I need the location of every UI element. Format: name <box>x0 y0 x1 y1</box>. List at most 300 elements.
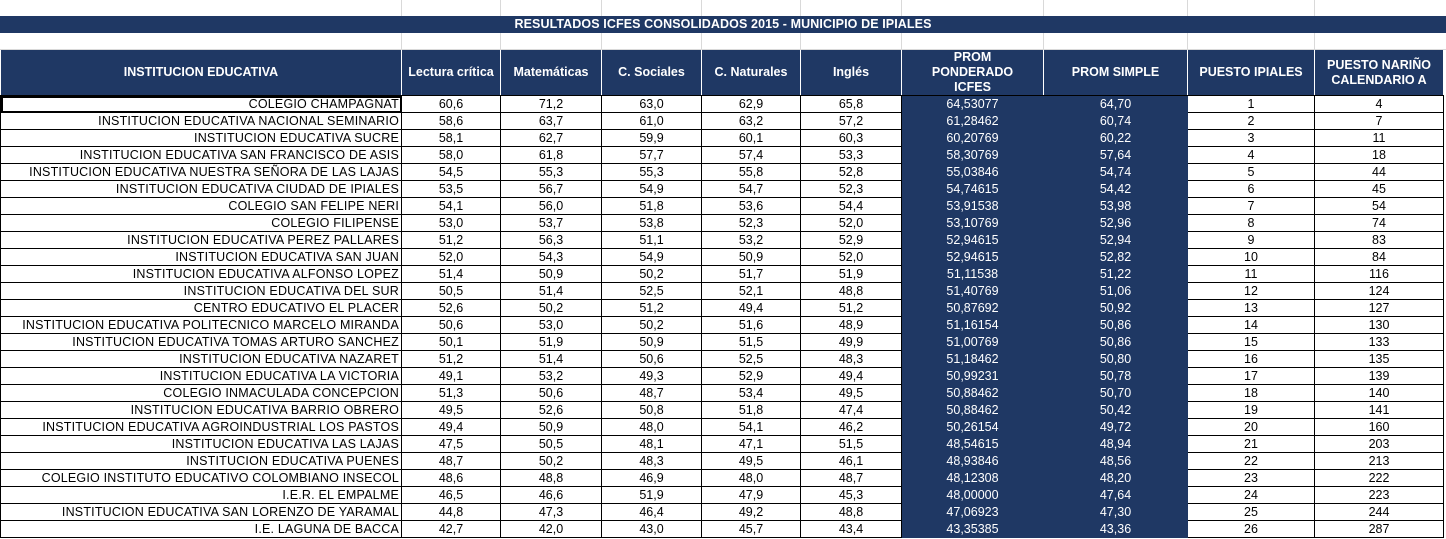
naturales-cell[interactable]: 51,8 <box>702 402 801 419</box>
ingles-cell[interactable]: 52,9 <box>801 232 902 249</box>
puesto-narino-cell[interactable]: 141 <box>1315 402 1444 419</box>
ingles-cell[interactable]: 65,8 <box>801 96 902 113</box>
ingles-cell[interactable]: 48,9 <box>801 317 902 334</box>
prom-simple-cell[interactable]: 50,78 <box>1044 368 1188 385</box>
puesto-ipiales-cell[interactable]: 14 <box>1188 317 1315 334</box>
matematicas-cell[interactable]: 54,3 <box>501 249 602 266</box>
ingles-cell[interactable]: 52,0 <box>801 249 902 266</box>
header-naturales[interactable]: C. Naturales <box>702 50 801 96</box>
institution-name-cell[interactable]: INSTITUCION EDUCATIVA LAS LAJAS <box>1 436 402 453</box>
ingles-cell[interactable]: 52,3 <box>801 181 902 198</box>
lectura-cell[interactable]: 53,0 <box>402 215 501 232</box>
ingles-cell[interactable]: 46,1 <box>801 453 902 470</box>
lectura-cell[interactable]: 47,5 <box>402 436 501 453</box>
lectura-cell[interactable]: 51,2 <box>402 232 501 249</box>
prom-simple-cell[interactable]: 51,06 <box>1044 283 1188 300</box>
puesto-ipiales-cell[interactable]: 26 <box>1188 521 1315 538</box>
table-row <box>1 300 1444 317</box>
prom-simple-cell[interactable]: 52,94 <box>1044 232 1188 249</box>
naturales-cell[interactable]: 49,5 <box>702 453 801 470</box>
puesto-narino-cell[interactable]: 124 <box>1315 283 1444 300</box>
puesto-ipiales-cell[interactable]: 18 <box>1188 385 1315 402</box>
ingles-cell[interactable]: 46,2 <box>801 419 902 436</box>
ingles-cell[interactable]: 53,3 <box>801 147 902 164</box>
puesto-ipiales-cell[interactable]: 15 <box>1188 334 1315 351</box>
prom-ponderado-cell[interactable]: 53,91538 <box>902 198 1044 215</box>
ingles-cell[interactable]: 49,4 <box>801 368 902 385</box>
prom-ponderado-cell[interactable]: 48,54615 <box>902 436 1044 453</box>
sociales-cell[interactable]: 46,9 <box>602 470 702 487</box>
table-row <box>1 113 1444 130</box>
table-row <box>1 266 1444 283</box>
prom-ponderado-cell[interactable]: 51,00769 <box>902 334 1044 351</box>
institution-name-cell[interactable]: INSTITUCION EDUCATIVA SAN JUAN <box>1 249 402 266</box>
puesto-ipiales-cell[interactable]: 7 <box>1188 198 1315 215</box>
institution-name-cell[interactable]: CENTRO EDUCATIVO EL PLACER <box>1 300 402 317</box>
puesto-narino-cell[interactable]: 127 <box>1315 300 1444 317</box>
puesto-narino-cell[interactable]: 160 <box>1315 419 1444 436</box>
matematicas-cell[interactable]: 50,5 <box>501 436 602 453</box>
ingles-cell[interactable]: 48,7 <box>801 470 902 487</box>
table-row <box>1 521 1444 538</box>
puesto-ipiales-cell[interactable]: 21 <box>1188 436 1315 453</box>
prom-ponderado-cell[interactable]: 48,93846 <box>902 453 1044 470</box>
institution-name-cell[interactable]: INSTITUCION EDUCATIVA PUENES <box>1 453 402 470</box>
puesto-ipiales-cell[interactable]: 6 <box>1188 181 1315 198</box>
header-ingles[interactable]: Inglés <box>801 50 902 96</box>
prom-ponderado-cell[interactable]: 50,26154 <box>902 419 1044 436</box>
puesto-narino-cell[interactable]: 18 <box>1315 147 1444 164</box>
puesto-narino-cell[interactable]: 83 <box>1315 232 1444 249</box>
table-row <box>1 453 1444 470</box>
ingles-cell[interactable]: 49,5 <box>801 385 902 402</box>
prom-simple-cell[interactable]: 50,80 <box>1044 351 1188 368</box>
sheet-title[interactable]: RESULTADOS ICFES CONSOLIDADOS 2015 - MUNICIPIO DE IPIALES <box>0 16 1446 33</box>
prom-simple-cell[interactable]: 54,74 <box>1044 164 1188 181</box>
results-table <box>0 50 1444 538</box>
matematicas-cell[interactable]: 61,8 <box>501 147 602 164</box>
ingles-cell[interactable]: 51,5 <box>801 436 902 453</box>
table-row <box>1 215 1444 232</box>
prom-ponderado-cell[interactable]: 55,03846 <box>902 164 1044 181</box>
matematicas-cell[interactable]: 50,2 <box>501 300 602 317</box>
institution-name-cell[interactable]: INSTITUCION EDUCATIVA NAZARET <box>1 351 402 368</box>
naturales-cell[interactable]: 53,4 <box>702 385 801 402</box>
sociales-cell[interactable]: 51,1 <box>602 232 702 249</box>
prom-simple-cell[interactable]: 50,86 <box>1044 334 1188 351</box>
prom-ponderado-cell[interactable]: 47,06923 <box>902 504 1044 521</box>
puesto-ipiales-cell[interactable]: 25 <box>1188 504 1315 521</box>
naturales-cell[interactable]: 60,1 <box>702 130 801 147</box>
institution-name-cell[interactable]: INSTITUCION EDUCATIVA CIUDAD DE IPIALES <box>1 181 402 198</box>
naturales-cell[interactable]: 53,6 <box>702 198 801 215</box>
institution-name-cell[interactable]: INSTITUCION EDUCATIVA TOMAS ARTURO SANCHEZ <box>1 334 402 351</box>
puesto-ipiales-cell[interactable]: 13 <box>1188 300 1315 317</box>
institution-name-cell[interactable]: INSTITUCION EDUCATIVA NUESTRA SEÑORA DE LAS LAJAS <box>1 164 402 181</box>
naturales-cell[interactable]: 47,1 <box>702 436 801 453</box>
naturales-cell[interactable]: 51,6 <box>702 317 801 334</box>
naturales-cell[interactable]: 55,8 <box>702 164 801 181</box>
institution-name-cell[interactable]: INSTITUCION EDUCATIVA SAN LORENZO DE YARAMAL <box>1 504 402 521</box>
institution-name-cell[interactable]: INSTITUCION EDUCATIVA AGROINDUSTRIAL LOS PASTOS <box>1 419 402 436</box>
header-prom-ponderado[interactable]: PROM PONDERADO ICFES <box>902 50 1044 96</box>
lectura-cell[interactable]: 58,6 <box>402 113 501 130</box>
header-row <box>1 50 1444 96</box>
lectura-cell[interactable]: 52,0 <box>402 249 501 266</box>
prom-simple-cell[interactable]: 60,22 <box>1044 130 1188 147</box>
matematicas-cell[interactable]: 51,9 <box>501 334 602 351</box>
lectura-cell[interactable]: 58,1 <box>402 130 501 147</box>
matematicas-cell[interactable]: 53,0 <box>501 317 602 334</box>
ingles-cell[interactable]: 49,9 <box>801 334 902 351</box>
lectura-cell[interactable]: 50,5 <box>402 283 501 300</box>
prom-ponderado-cell[interactable]: 50,87692 <box>902 300 1044 317</box>
matematicas-cell[interactable]: 56,0 <box>501 198 602 215</box>
prom-ponderado-cell[interactable]: 50,99231 <box>902 368 1044 385</box>
ingles-cell[interactable]: 52,8 <box>801 164 902 181</box>
lectura-cell[interactable]: 54,5 <box>402 164 501 181</box>
institution-name-cell[interactable]: COLEGIO CHAMPAGNAT <box>1 96 402 113</box>
ingles-cell[interactable]: 51,9 <box>801 266 902 283</box>
naturales-cell[interactable]: 52,1 <box>702 283 801 300</box>
ingles-cell[interactable]: 43,4 <box>801 521 902 538</box>
lectura-cell[interactable]: 53,5 <box>402 181 501 198</box>
table-row <box>1 96 1444 113</box>
prom-ponderado-cell[interactable]: 64,53077 <box>902 96 1044 113</box>
puesto-ipiales-cell[interactable]: 11 <box>1188 266 1315 283</box>
sociales-cell[interactable]: 48,3 <box>602 453 702 470</box>
matematicas-cell[interactable]: 62,7 <box>501 130 602 147</box>
puesto-narino-cell[interactable]: 133 <box>1315 334 1444 351</box>
ingles-cell[interactable]: 60,3 <box>801 130 902 147</box>
puesto-narino-cell[interactable]: 45 <box>1315 181 1444 198</box>
sociales-cell[interactable]: 55,3 <box>602 164 702 181</box>
matematicas-cell[interactable]: 55,3 <box>501 164 602 181</box>
puesto-narino-cell[interactable]: 116 <box>1315 266 1444 283</box>
sociales-cell[interactable]: 48,1 <box>602 436 702 453</box>
table-row <box>1 487 1444 504</box>
prom-simple-cell[interactable]: 50,70 <box>1044 385 1188 402</box>
prom-ponderado-cell[interactable]: 48,12308 <box>902 470 1044 487</box>
table-row <box>1 164 1444 181</box>
header-puesto-narino[interactable]: PUESTO NARIÑO CALENDARIO A <box>1315 50 1444 96</box>
institution-name-cell[interactable]: INSTITUCION EDUCATIVA PEREZ PALLARES <box>1 232 402 249</box>
puesto-ipiales-cell[interactable]: 10 <box>1188 249 1315 266</box>
prom-ponderado-cell[interactable]: 53,10769 <box>902 215 1044 232</box>
naturales-cell[interactable]: 48,0 <box>702 470 801 487</box>
ingles-cell[interactable]: 52,0 <box>801 215 902 232</box>
puesto-narino-cell[interactable]: 244 <box>1315 504 1444 521</box>
puesto-narino-cell[interactable]: 140 <box>1315 385 1444 402</box>
lectura-cell[interactable]: 44,8 <box>402 504 501 521</box>
table-row <box>1 368 1444 385</box>
prom-simple-cell[interactable]: 50,42 <box>1044 402 1188 419</box>
prom-simple-cell[interactable]: 48,94 <box>1044 436 1188 453</box>
prom-ponderado-cell[interactable]: 54,74615 <box>902 181 1044 198</box>
institution-name-cell[interactable]: I.E.R. EL EMPALME <box>1 487 402 504</box>
matematicas-cell[interactable]: 52,6 <box>501 402 602 419</box>
sociales-cell[interactable]: 50,6 <box>602 351 702 368</box>
sociales-cell[interactable]: 59,9 <box>602 130 702 147</box>
puesto-narino-cell[interactable]: 44 <box>1315 164 1444 181</box>
prom-simple-cell[interactable]: 48,56 <box>1044 453 1188 470</box>
prom-ponderado-cell[interactable]: 61,28462 <box>902 113 1044 130</box>
puesto-narino-cell[interactable]: 74 <box>1315 215 1444 232</box>
ingles-cell[interactable]: 51,2 <box>801 300 902 317</box>
prom-ponderado-cell[interactable]: 58,30769 <box>902 147 1044 164</box>
table-row <box>1 249 1444 266</box>
institution-name-cell[interactable]: INSTITUCION EDUCATIVA DEL SUR <box>1 283 402 300</box>
puesto-ipiales-cell[interactable]: 12 <box>1188 283 1315 300</box>
puesto-ipiales-cell[interactable]: 4 <box>1188 147 1315 164</box>
lectura-cell[interactable]: 49,1 <box>402 368 501 385</box>
prom-ponderado-cell[interactable]: 48,00000 <box>902 487 1044 504</box>
lectura-cell[interactable]: 42,7 <box>402 521 501 538</box>
prom-simple-cell[interactable]: 48,20 <box>1044 470 1188 487</box>
table-row <box>1 317 1444 334</box>
ingles-cell[interactable]: 48,8 <box>801 283 902 300</box>
prom-simple-cell[interactable]: 57,64 <box>1044 147 1188 164</box>
puesto-ipiales-cell[interactable]: 5 <box>1188 164 1315 181</box>
prom-simple-cell[interactable]: 47,30 <box>1044 504 1188 521</box>
table-row <box>1 198 1444 215</box>
naturales-cell[interactable]: 51,7 <box>702 266 801 283</box>
prom-simple-cell[interactable]: 54,42 <box>1044 181 1188 198</box>
institution-name-cell[interactable]: INSTITUCION EDUCATIVA POLITECNICO MARCELO MIRANDA <box>1 317 402 334</box>
ingles-cell[interactable]: 57,2 <box>801 113 902 130</box>
puesto-narino-cell[interactable]: 203 <box>1315 436 1444 453</box>
lectura-cell[interactable]: 58,0 <box>402 147 501 164</box>
prom-simple-cell[interactable]: 64,70 <box>1044 96 1188 113</box>
naturales-cell[interactable]: 54,7 <box>702 181 801 198</box>
puesto-ipiales-cell[interactable]: 8 <box>1188 215 1315 232</box>
puesto-ipiales-cell[interactable]: 2 <box>1188 113 1315 130</box>
prom-ponderado-cell[interactable]: 51,11538 <box>902 266 1044 283</box>
institution-name-cell[interactable]: INSTITUCION EDUCATIVA SAN FRANCISCO DE ASIS <box>1 147 402 164</box>
naturales-cell[interactable]: 54,1 <box>702 419 801 436</box>
puesto-narino-cell[interactable]: 135 <box>1315 351 1444 368</box>
prom-ponderado-cell[interactable]: 51,18462 <box>902 351 1044 368</box>
sociales-cell[interactable]: 50,9 <box>602 334 702 351</box>
prom-simple-cell[interactable]: 50,92 <box>1044 300 1188 317</box>
prom-simple-cell[interactable]: 52,82 <box>1044 249 1188 266</box>
header-puesto-ipiales[interactable]: PUESTO IPIALES <box>1188 50 1315 96</box>
puesto-ipiales-cell[interactable]: 22 <box>1188 453 1315 470</box>
lectura-cell[interactable]: 46,5 <box>402 487 501 504</box>
sociales-cell[interactable]: 48,0 <box>602 419 702 436</box>
lectura-cell[interactable]: 48,7 <box>402 453 501 470</box>
prom-simple-cell[interactable]: 43,36 <box>1044 521 1188 538</box>
table-row <box>1 385 1444 402</box>
sociales-cell[interactable]: 50,2 <box>602 266 702 283</box>
naturales-cell[interactable]: 51,5 <box>702 334 801 351</box>
naturales-cell[interactable]: 57,4 <box>702 147 801 164</box>
table-row <box>1 283 1444 300</box>
institution-name-cell[interactable]: INSTITUCION EDUCATIVA LA VICTORIA <box>1 368 402 385</box>
puesto-ipiales-cell[interactable]: 20 <box>1188 419 1315 436</box>
matematicas-cell[interactable]: 56,3 <box>501 232 602 249</box>
ingles-cell[interactable]: 48,3 <box>801 351 902 368</box>
naturales-cell[interactable]: 52,3 <box>702 215 801 232</box>
puesto-narino-cell[interactable]: 223 <box>1315 487 1444 504</box>
lectura-cell[interactable]: 49,5 <box>402 402 501 419</box>
sociales-cell[interactable]: 54,9 <box>602 181 702 198</box>
naturales-cell[interactable]: 52,5 <box>702 351 801 368</box>
ingles-cell[interactable]: 54,4 <box>801 198 902 215</box>
lectura-cell[interactable]: 60,6 <box>402 96 501 113</box>
naturales-cell[interactable]: 52,9 <box>702 368 801 385</box>
naturales-cell[interactable]: 63,2 <box>702 113 801 130</box>
table-row <box>1 470 1444 487</box>
sociales-cell[interactable]: 50,8 <box>602 402 702 419</box>
prom-simple-cell[interactable]: 51,22 <box>1044 266 1188 283</box>
header-institucion[interactable]: INSTITUCION EDUCATIVA <box>1 50 402 96</box>
prom-ponderado-cell[interactable]: 50,88462 <box>902 402 1044 419</box>
prom-ponderado-cell[interactable]: 52,94615 <box>902 249 1044 266</box>
prom-simple-cell[interactable]: 60,74 <box>1044 113 1188 130</box>
institution-name-cell[interactable]: INSTITUCION EDUCATIVA NACIONAL SEMINARIO <box>1 113 402 130</box>
puesto-narino-cell[interactable]: 4 <box>1315 96 1444 113</box>
header-matematicas[interactable]: Matemáticas <box>501 50 602 96</box>
naturales-cell[interactable]: 49,4 <box>702 300 801 317</box>
sociales-cell[interactable]: 51,8 <box>602 198 702 215</box>
lectura-cell[interactable]: 49,4 <box>402 419 501 436</box>
sociales-cell[interactable]: 51,9 <box>602 487 702 504</box>
empty-row[interactable] <box>0 33 1446 50</box>
prom-ponderado-cell[interactable]: 51,16154 <box>902 317 1044 334</box>
matematicas-cell[interactable]: 53,2 <box>501 368 602 385</box>
lectura-cell[interactable]: 52,6 <box>402 300 501 317</box>
matematicas-cell[interactable]: 47,3 <box>501 504 602 521</box>
ingles-cell[interactable]: 47,4 <box>801 402 902 419</box>
puesto-ipiales-cell[interactable]: 1 <box>1188 96 1315 113</box>
lectura-cell[interactable]: 51,3 <box>402 385 501 402</box>
prom-ponderado-cell[interactable]: 52,94615 <box>902 232 1044 249</box>
sociales-cell[interactable]: 54,9 <box>602 249 702 266</box>
header-lectura[interactable]: Lectura crítica <box>402 50 501 96</box>
prom-simple-cell[interactable]: 50,86 <box>1044 317 1188 334</box>
institution-name-cell[interactable]: COLEGIO SAN FELIPE NERI <box>1 198 402 215</box>
puesto-narino-cell[interactable]: 54 <box>1315 198 1444 215</box>
institution-name-cell[interactable]: INSTITUCION EDUCATIVA ALFONSO LOPEZ <box>1 266 402 283</box>
table-row <box>1 351 1444 368</box>
puesto-ipiales-cell[interactable]: 9 <box>1188 232 1315 249</box>
sociales-cell[interactable]: 52,5 <box>602 283 702 300</box>
matematicas-cell[interactable]: 51,4 <box>501 283 602 300</box>
lectura-cell[interactable]: 51,2 <box>402 351 501 368</box>
matematicas-cell[interactable]: 42,0 <box>501 521 602 538</box>
puesto-narino-cell[interactable]: 222 <box>1315 470 1444 487</box>
lectura-cell[interactable]: 54,1 <box>402 198 501 215</box>
matematicas-cell[interactable]: 46,6 <box>501 487 602 504</box>
sociales-cell[interactable]: 43,0 <box>602 521 702 538</box>
matematicas-cell[interactable]: 51,4 <box>501 351 602 368</box>
puesto-narino-cell[interactable]: 130 <box>1315 317 1444 334</box>
prom-ponderado-cell[interactable]: 43,35385 <box>902 521 1044 538</box>
puesto-ipiales-cell[interactable]: 3 <box>1188 130 1315 147</box>
sociales-cell[interactable]: 49,3 <box>602 368 702 385</box>
naturales-cell[interactable]: 49,2 <box>702 504 801 521</box>
sociales-cell[interactable]: 50,2 <box>602 317 702 334</box>
sociales-cell[interactable]: 61,0 <box>602 113 702 130</box>
matematicas-cell[interactable]: 50,9 <box>501 266 602 283</box>
prom-simple-cell[interactable]: 52,96 <box>1044 215 1188 232</box>
puesto-narino-cell[interactable]: 139 <box>1315 368 1444 385</box>
puesto-ipiales-cell[interactable]: 16 <box>1188 351 1315 368</box>
header-prom-simple[interactable]: PROM SIMPLE <box>1044 50 1188 96</box>
lectura-cell[interactable]: 50,1 <box>402 334 501 351</box>
table-row <box>1 130 1444 147</box>
matematicas-cell[interactable]: 53,7 <box>501 215 602 232</box>
matematicas-cell[interactable]: 50,9 <box>501 419 602 436</box>
puesto-ipiales-cell[interactable]: 23 <box>1188 470 1315 487</box>
matematicas-cell[interactable]: 71,2 <box>501 96 602 113</box>
institution-name-cell[interactable]: COLEGIO FILIPENSE <box>1 215 402 232</box>
prom-simple-cell[interactable]: 49,72 <box>1044 419 1188 436</box>
puesto-narino-cell[interactable]: 11 <box>1315 130 1444 147</box>
naturales-cell[interactable]: 62,9 <box>702 96 801 113</box>
table-row <box>1 402 1444 419</box>
sociales-cell[interactable]: 53,8 <box>602 215 702 232</box>
lectura-cell[interactable]: 48,6 <box>402 470 501 487</box>
matematicas-cell[interactable]: 48,8 <box>501 470 602 487</box>
institution-name-cell[interactable]: INSTITUCION EDUCATIVA SUCRE <box>1 130 402 147</box>
matematicas-cell[interactable]: 63,7 <box>501 113 602 130</box>
naturales-cell[interactable]: 47,9 <box>702 487 801 504</box>
institution-name-cell[interactable]: I.E. LAGUNA DE BACCA <box>1 521 402 538</box>
table-row <box>1 232 1444 249</box>
prom-ponderado-cell[interactable]: 51,40769 <box>902 283 1044 300</box>
prom-simple-cell[interactable]: 53,98 <box>1044 198 1188 215</box>
puesto-narino-cell[interactable]: 7 <box>1315 113 1444 130</box>
puesto-narino-cell[interactable]: 287 <box>1315 521 1444 538</box>
puesto-ipiales-cell[interactable]: 24 <box>1188 487 1315 504</box>
sociales-cell[interactable]: 51,2 <box>602 300 702 317</box>
ingles-cell[interactable]: 45,3 <box>801 487 902 504</box>
lectura-cell[interactable]: 50,6 <box>402 317 501 334</box>
empty-row[interactable] <box>0 0 1446 17</box>
table-row <box>1 504 1444 521</box>
matematicas-cell[interactable]: 50,6 <box>501 385 602 402</box>
institution-name-cell[interactable]: COLEGIO INMACULADA CONCEPCION <box>1 385 402 402</box>
table-row <box>1 334 1444 351</box>
table-row <box>1 419 1444 436</box>
institution-name-cell[interactable]: INSTITUCION EDUCATIVA BARRIO OBRERO <box>1 402 402 419</box>
ingles-cell[interactable]: 48,8 <box>801 504 902 521</box>
prom-simple-cell[interactable]: 47,64 <box>1044 487 1188 504</box>
matematicas-cell[interactable]: 56,7 <box>501 181 602 198</box>
naturales-cell[interactable]: 53,2 <box>702 232 801 249</box>
puesto-ipiales-cell[interactable]: 17 <box>1188 368 1315 385</box>
lectura-cell[interactable]: 51,4 <box>402 266 501 283</box>
naturales-cell[interactable]: 50,9 <box>702 249 801 266</box>
matematicas-cell[interactable]: 50,2 <box>501 453 602 470</box>
sociales-cell[interactable]: 57,7 <box>602 147 702 164</box>
puesto-narino-cell[interactable]: 84 <box>1315 249 1444 266</box>
sociales-cell[interactable]: 48,7 <box>602 385 702 402</box>
puesto-ipiales-cell[interactable]: 19 <box>1188 402 1315 419</box>
institution-name-cell[interactable]: COLEGIO INSTITUTO EDUCATIVO COLOMBIANO INSECOL <box>1 470 402 487</box>
table-row <box>1 436 1444 453</box>
prom-ponderado-cell[interactable]: 50,88462 <box>902 385 1044 402</box>
sociales-cell[interactable]: 46,4 <box>602 504 702 521</box>
prom-ponderado-cell[interactable]: 60,20769 <box>902 130 1044 147</box>
naturales-cell[interactable]: 45,7 <box>702 521 801 538</box>
header-sociales[interactable]: C. Sociales <box>602 50 702 96</box>
puesto-narino-cell[interactable]: 213 <box>1315 453 1444 470</box>
table-row <box>1 147 1444 164</box>
sociales-cell[interactable]: 63,0 <box>602 96 702 113</box>
